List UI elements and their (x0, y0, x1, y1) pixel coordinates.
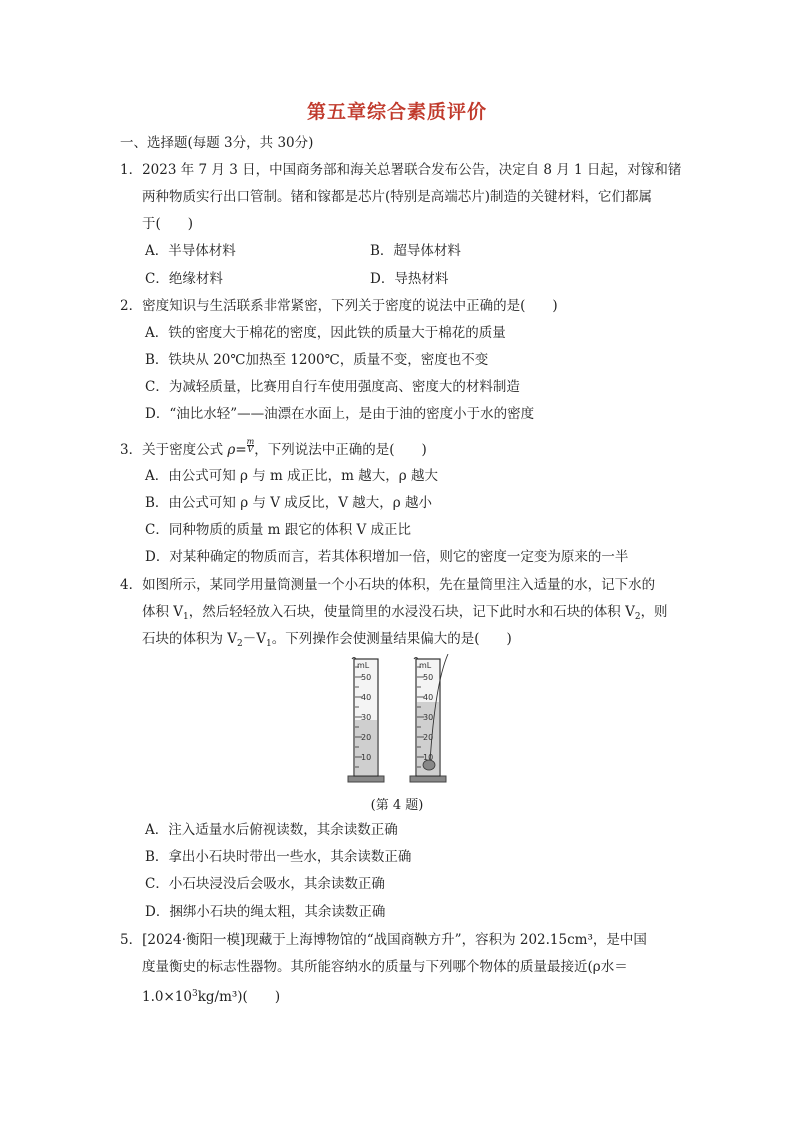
figure-caption: (第 4 题) (370, 798, 424, 813)
q4-stem-line3 (142, 630, 512, 653)
q4-option-c: C．小石块浸没后会吸水，其余读数正确 (145, 876, 385, 892)
q3-equals: = (235, 442, 247, 458)
scale-label: 50 (423, 673, 434, 682)
fraction-numerator: m (246, 437, 255, 446)
scale-label: 30 (423, 713, 434, 722)
q5-stem-line1: 5．[2024·衡阳一模]现藏于上海博物馆的“战国商鞅方升”，容积为 202.15cm³，是中国 (120, 932, 647, 948)
q3-stem (120, 438, 427, 459)
q2-option-c: C．为减轻质量，比赛用自行车使用强度高、密度大的材料制造 (145, 379, 520, 395)
subscript: 2 (634, 612, 641, 622)
q4-option-a: A．注入适量水后俯视读数，其余读数正确 (145, 822, 398, 838)
subscript: 1 (183, 612, 189, 622)
q1-option-d: D．导热材料 (370, 271, 449, 287)
q1-stem-line1: 1．2023 年 7 月 3 日，中国商务部和海关总署联合发布公告，决定自 8 月 1 日起，对镓和锗 (120, 162, 682, 178)
q3-option-c: C．同种物质的质量 m 跟它的体积 V 成正比 (145, 522, 412, 538)
superscript: 3 (191, 989, 198, 999)
unit-label: mL (357, 661, 370, 670)
q4-text: ，然后轻轻放入石块，使量筒里的水浸没石块，记下此时水和石块的体积 V (188, 604, 635, 620)
cylinders-svg (340, 654, 460, 786)
q2-option-b: B．铁块从 20℃加热至 1200℃，质量不变，密度也不变 (145, 352, 489, 368)
scale-label: 50 (361, 673, 372, 682)
q3-rho: ρ (227, 442, 236, 458)
q3-stem-prefix: 3．关于密度公式 (120, 442, 228, 458)
q5-text: kg/m³)( ) (197, 989, 281, 1005)
q3-option-d: D．对某种确定的物质而言，若其体积增加一倍，则它的密度一定变为原来的一半 (145, 549, 629, 565)
scale-label: 40 (361, 693, 372, 702)
q4-text: 。下列操作会使测量结果偏大的是( ) (271, 631, 512, 647)
q5-stem-line2: 度量衡史的标志性器物。其所能容纳水的质量与下列哪个物体的质量最接近(ρ水＝ (142, 959, 628, 975)
q4-text: 石块的体积为 V (142, 631, 238, 647)
q1-option-c: C．绝缘材料 (145, 271, 223, 287)
q4-option-b: B．拿出小石块时带出一些水，其余读数正确 (145, 849, 412, 865)
q4-stem-line2 (142, 603, 668, 626)
fraction-denominator: V (247, 445, 254, 454)
q1-stem-line3: 于( ) (142, 216, 194, 232)
scale-label: 30 (361, 713, 372, 722)
q4-text: －V (242, 631, 267, 647)
q5-text: 1.0×10 (142, 989, 192, 1005)
q4-stem-line1: 4．如图所示，某同学用量筒测量一个小石块的体积，先在量筒里注入适量的水，记下水的 (120, 577, 656, 593)
scale-label: 10 (423, 753, 434, 762)
q4-option-d: D．捆绑小石块的绳太粗，其余读数正确 (145, 904, 386, 920)
scale-label: 10 (361, 753, 372, 762)
q5-stem-line3 (142, 985, 280, 1006)
q1-stem-line2: 两种物质实行出口管制。锗和镓都是芯片(特别是高端芯片)制造的关键材料，它们都属 (142, 189, 653, 205)
scale-label: 20 (423, 733, 434, 742)
graduated-cylinders-figure (340, 654, 460, 790)
subscript: 1 (266, 639, 272, 649)
scale-label: 40 (423, 693, 434, 702)
unit-label: mL (419, 661, 432, 670)
scale-label: 20 (361, 733, 372, 742)
section-heading: 一、选择题(每题 3分，共 30分) (120, 135, 314, 151)
subscript: 2 (237, 639, 243, 649)
q1-option-a: A．半导体材料 (145, 243, 236, 259)
q2-option-a: A．铁的密度大于棉花的密度，因此铁的质量大于棉花的质量 (145, 325, 506, 341)
q2-option-d: D．“油比水轻”——油漂在水面上，是由于油的密度小于水的密度 (145, 406, 535, 422)
q1-option-b: B．超导体材料 (370, 243, 461, 259)
q2-stem: 2．密度知识与生活联系非常紧密，下列关于密度的说法中正确的是( ) (120, 298, 558, 314)
page-title: 第五章综合素质评价 (306, 101, 487, 123)
q3-option-b: B．由公式可知 ρ 与 V 成反比，V 越大，ρ 越小 (145, 495, 433, 511)
q4-text: 体积 V (142, 604, 184, 620)
q3-stem-suffix: ，下列说法中正确的是( ) (254, 442, 427, 458)
q3-option-a: A．由公式可知 ρ 与 m 成正比，m 越大，ρ 越大 (145, 468, 438, 484)
q4-text: ，则 (640, 604, 668, 620)
